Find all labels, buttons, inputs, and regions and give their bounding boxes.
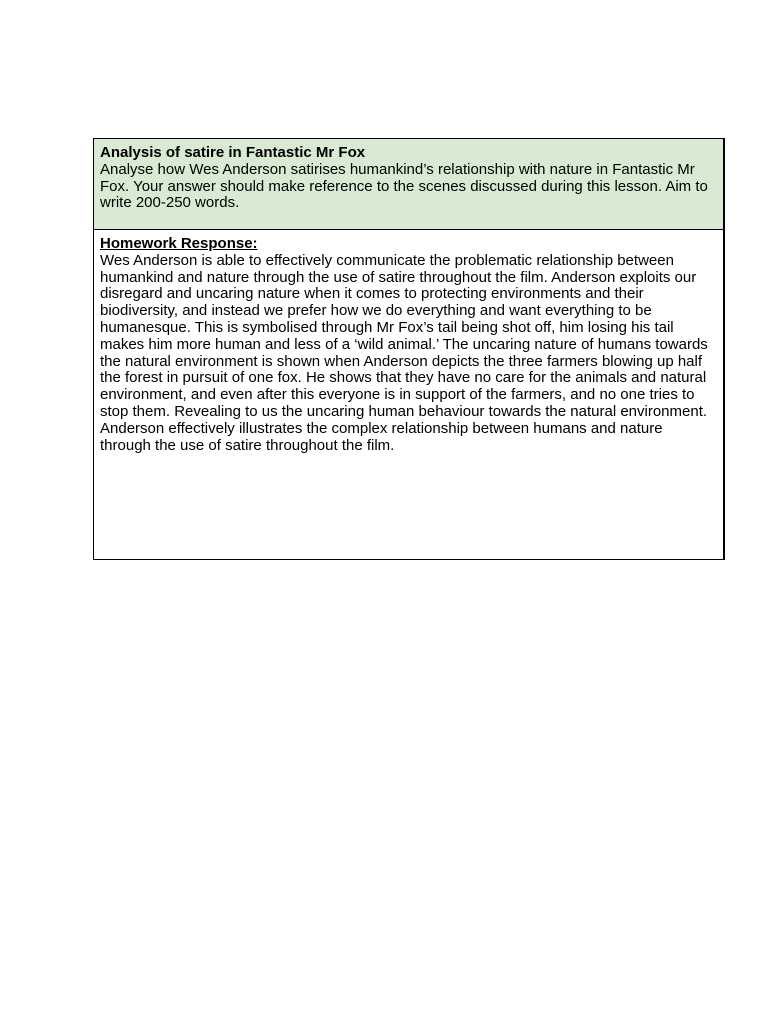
task-instructions: Analyse how Wes Anderson satirises humankind’s relationship with nature in Fantastic Mr Fox. Your answer should make reference to the scenes discussed during this lesson. Aim to write 200-250 words. (100, 160, 708, 212)
response-heading: Homework Response: (100, 235, 258, 252)
response-text: Wes Anderson is able to effectively communicate the problematic relationship between humankind and nature through the use of satire throughout the film. Anderson exploits our disregard and uncaring nature when it comes to protecting environments and their biodiversity, and instead we prefer how we do everything and want everything to be humanesque. This is symbolised through Mr Fox’s tail being shot off, him losing his tail makes him more human and less of a ‘wild animal.’ The uncaring nature of humans towards the natural environment is shown when Anderson depicts the three farmers blowing up half the forest in pursuit of one fox. He shows that they have no care for the animals and natural environment, and even after this everyone is in support of the farmers, and no one tries to stop them. Revealing to us the uncaring human behaviour towards the natural environment. Anderson effectively illustrates the complex relationship between humans and nature through the use of satire throughout the film. (100, 251, 708, 454)
assignment-table (93, 138, 725, 560)
task-title: Analysis of satire in Fantastic Mr Fox (100, 144, 366, 161)
homework-response-cell (94, 230, 723, 559)
task-prompt-cell (94, 139, 723, 230)
